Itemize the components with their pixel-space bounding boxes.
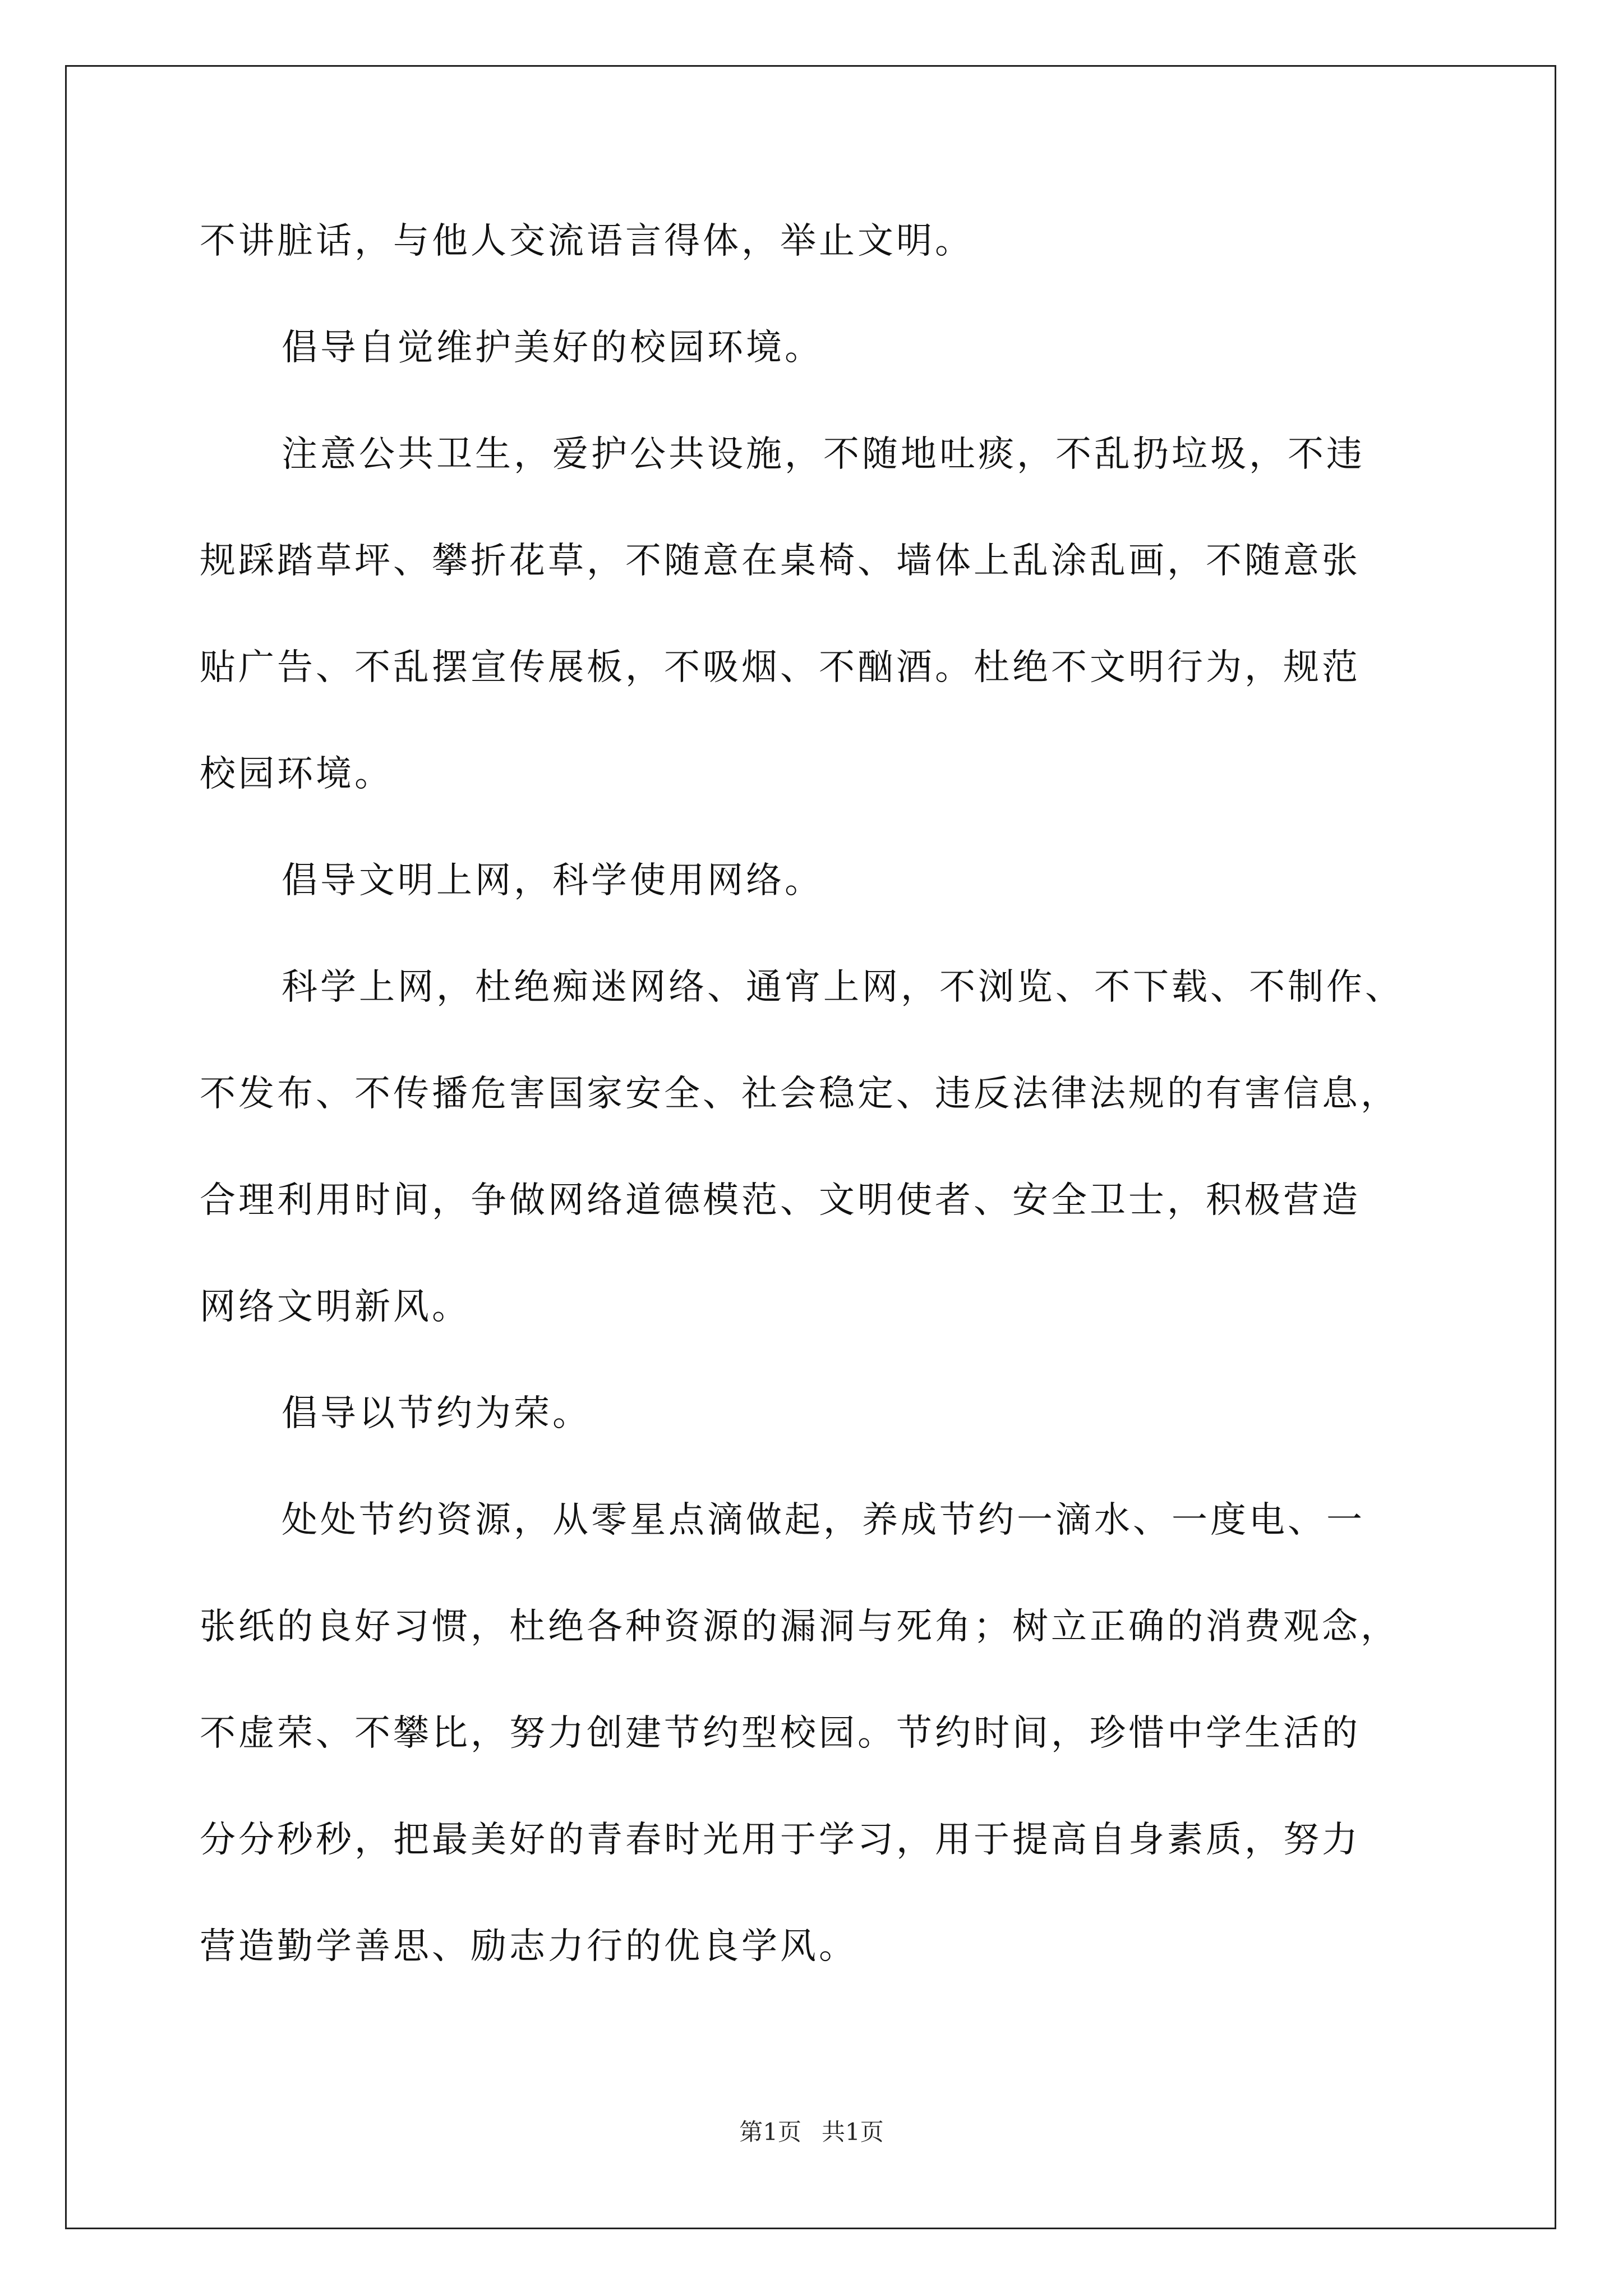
page-total: 共1页 bbox=[822, 2118, 884, 2146]
page-footer bbox=[0, 2118, 1623, 2146]
text-line: 网络文明新风。 bbox=[200, 1286, 471, 1328]
text-line: 营造勤学善思、励志力行的优良学风。 bbox=[200, 1926, 857, 1967]
text-line: 分分秒秒，把最美好的青春时光用于学习，用于提高自身素质，努力 bbox=[200, 1819, 1361, 1861]
page-number: 第1页 bbox=[739, 2118, 801, 2146]
text-line: 处处节约资源，从零星点滴做起，养成节约一滴水、一度电、一 bbox=[282, 1499, 1365, 1541]
text-line: 不讲脏话，与他人交流语言得体，举止文明。 bbox=[200, 220, 974, 262]
text-line: 贴广告、不乱摆宣传展板，不吸烟、不酗酒。杜绝不文明行为，规范 bbox=[200, 647, 1361, 688]
text-line: 科学上网，杜绝痴迷网络、通宵上网，不浏览、不下载、不制作、 bbox=[282, 967, 1404, 1008]
page-border bbox=[65, 65, 1556, 2229]
text-line: 张纸的良好习惯，杜绝各种资源的漏洞与死角；树立正确的消费观念， bbox=[200, 1606, 1399, 1648]
text-line: 合理利用时间，争做网络道德模范、文明使者、安全卫士，积极营造 bbox=[200, 1180, 1361, 1221]
text-line: 注意公共卫生，爱护公共设施，不随地吐痰，不乱扔垃圾，不违 bbox=[282, 434, 1365, 475]
text-line: 校园环境。 bbox=[200, 753, 393, 795]
section-heading: 倡导文明上网，科学使用网络。 bbox=[282, 860, 823, 901]
section-heading: 倡导以节约为荣。 bbox=[282, 1393, 591, 1434]
text-line: 不虚荣、不攀比，努力创建节约型校园。节约时间，珍惜中学生活的 bbox=[200, 1713, 1361, 1754]
text-line: 不发布、不传播危害国家安全、社会稳定、违反法律法规的有害信息， bbox=[200, 1073, 1399, 1115]
text-line: 规踩踏草坪、攀折花草，不随意在桌椅、墙体上乱涂乱画，不随意张 bbox=[200, 540, 1361, 582]
section-heading: 倡导自觉维护美好的校园环境。 bbox=[282, 327, 823, 369]
